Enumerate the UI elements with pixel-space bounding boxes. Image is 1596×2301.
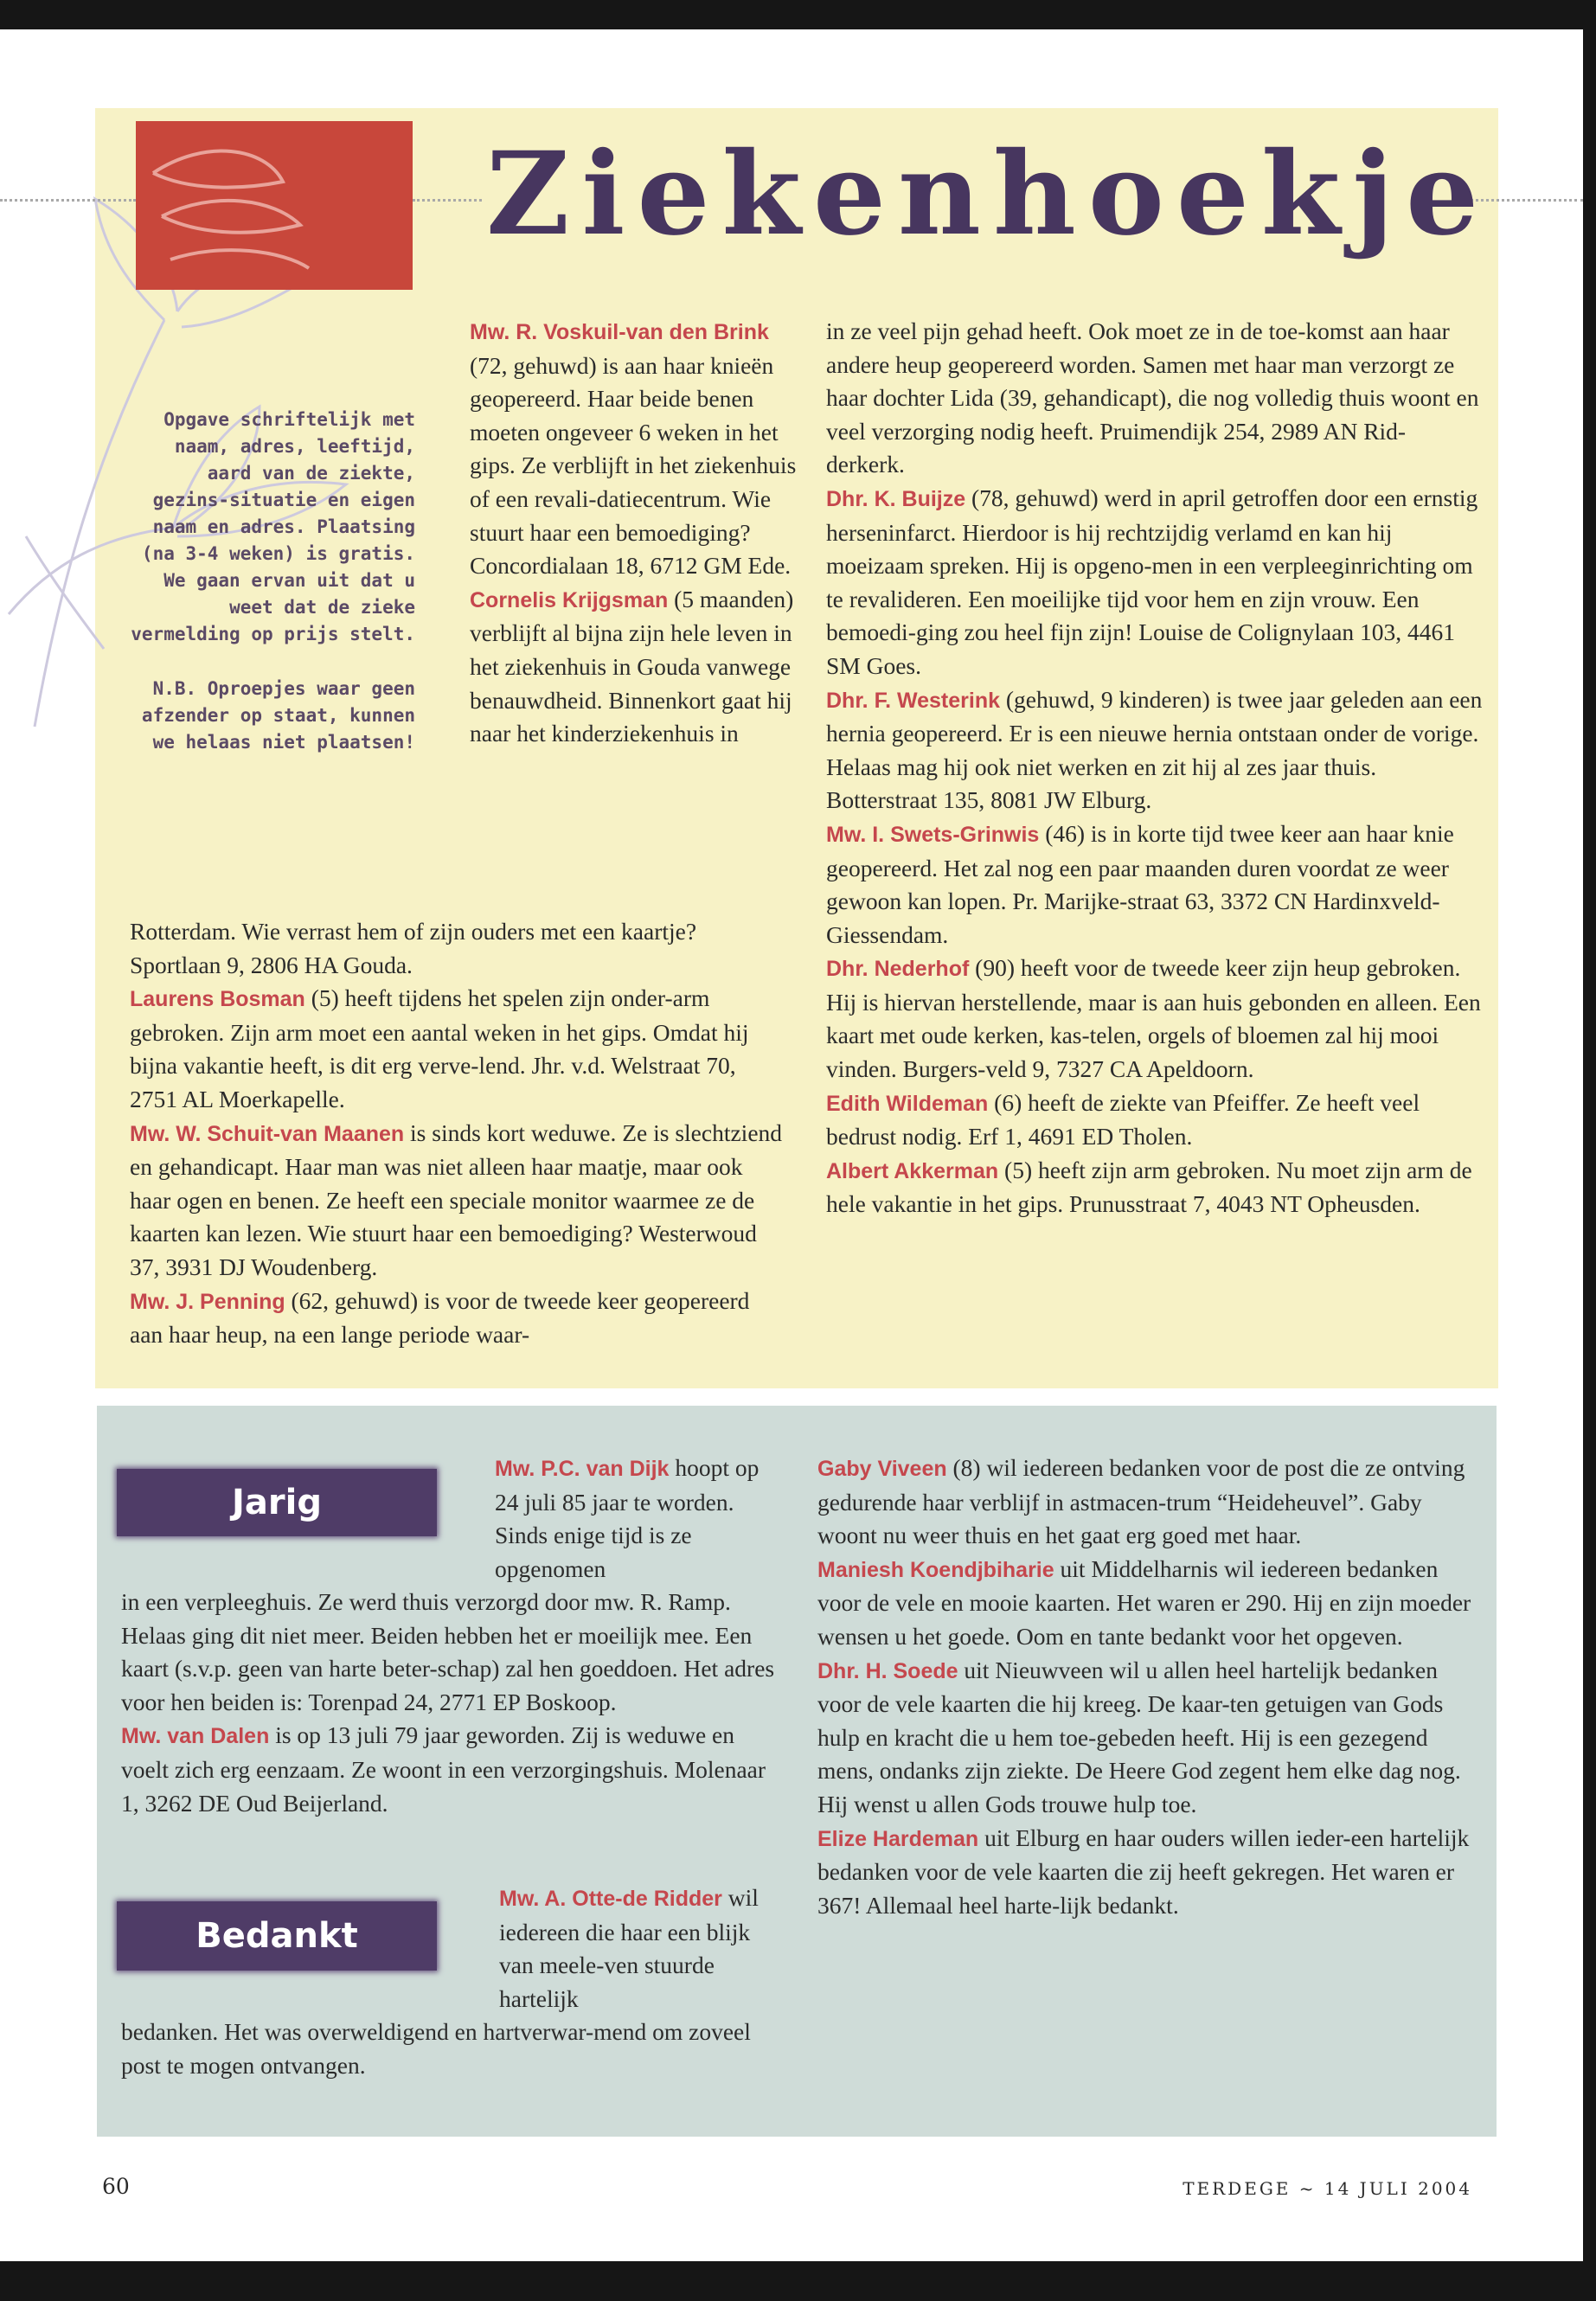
- sick-entry: Mw. R. Voskuil-van den Brink (72, gehuwd) is aan haar knieën geopereerd. Haar beide benen moeten ongeveer 6 weken in het gips. Ze verblijft in het ziekenhuis of een revali-datiecentrum. Wie stuurt haar een bemoediging? Concordialaan 18, 6712 GM Ede.: [470, 320, 797, 580]
- person-name: Mw. P.C. van Dijk: [495, 1457, 670, 1481]
- person-name: Dhr. F. Westerink: [826, 688, 1000, 713]
- publication-line: TERDEGE ~ 14 JULI 2004: [1183, 2178, 1472, 2199]
- scan-border-bottom: [0, 2261, 1596, 2301]
- person-name: Mw. van Dalen: [121, 1724, 270, 1749]
- birthday-column-bottom: [121, 1586, 787, 1820]
- submission-instructions: [121, 407, 415, 784]
- sick-column-1-top: [470, 315, 797, 751]
- thanks-entry: Maniesh Koendjbiharie uit Middelharnis wil iedereen bedanken voor de vele en mooie kaarten. Het waren er 290. Hij en zijn moeder wensen u het goede. Oom en tante bedankt voor het opgeven.: [817, 1554, 1471, 1650]
- thanks-entry: Mw. A. Otte-de Ridder wil iedereen die haar een blijk van meele-ven stuurde hartelijk: [499, 1884, 759, 2012]
- sick-entry: Dhr. Nederhof (90) heeft voor de tweede keer zijn heup gebroken. Hij is hiervan herstellende, maar is aan huis gebonden en alleen. Een kaart met oude kerken, kas-telen, orgels of bloemen zal hij mooi vinden. Burgers-veld 9, 7327 CA Apeldoorn.: [826, 954, 1481, 1083]
- thanks-column-bottom: [121, 2016, 787, 2082]
- title-dotted-rule-left: [0, 199, 136, 202]
- person-name: Gaby Viveen: [817, 1457, 947, 1481]
- sick-column-2: [826, 315, 1484, 1221]
- person-name: Albert Akkerman: [826, 1158, 999, 1183]
- sick-entry: Cornelis Krijgsman (5 maanden) verblijft al bijna zijn hele leven in het ziekenhuis in Gouda vanwege benauwdheid. Binnenkort gaat hij naar het kinderziekenhuis in: [470, 585, 794, 747]
- person-name: Mw. R. Voskuil-van den Brink: [470, 320, 769, 344]
- person-name: Elize Hardeman: [817, 1826, 979, 1851]
- sick-column-1-bottom: [130, 915, 787, 1352]
- thanks-entry-continuation: bedanken. Het was overweldigend en hartverwar-mend om zoveel post te mogen ontvangen.: [121, 2018, 751, 2079]
- birthday-heading: Jarig: [117, 1469, 437, 1536]
- person-name: Mw. W. Schuit-van Maanen: [130, 1121, 405, 1146]
- person-name: Dhr. H. Soede: [817, 1658, 958, 1683]
- note-text: N.B. Oproepjes waar geen afzender op staat, kunnen we helaas niet plaatsen!: [141, 678, 415, 753]
- instructions-text: Opgave schriftelijk met naam, adres, leeftijd, aard van de ziekte, gezins-situatie en eigen naam en adres. Plaatsing (na 3-4 weken) is gratis. We gaan ervan uit dat u weet dat de zieke vermelding op prijs stelt.: [131, 409, 415, 644]
- sick-entry: Mw. J. Penning (62, gehuwd) is voor de tweede keer geopereerd aan haar heup, na een lange periode waar-: [130, 1286, 750, 1349]
- person-name: Mw. A. Otte-de Ridder: [499, 1887, 722, 1911]
- thanks-column-top: [499, 1881, 785, 2016]
- sick-entry: Mw. I. Swets-Grinwis (46) is in korte tijd twee keer aan haar knie geopereerd. Het zal nog een paar maanden duren voordat ze weer gewoon kan lopen. Pr. Marijke-straat 63, 3372 CN Hardinxveld-Giessendam.: [826, 819, 1454, 948]
- sick-entry: Dhr. K. Buijze (78, gehuwd) werd in april getroffen door een ernstig herseninfarct. Hierdoor is hij rechtzijdig verlamd en kan hij moeizaam spreken. Hij is opgeno-men in een verpleeginrichting om te revalideren. Een moeilijke tijd voor hem en zijn vrouw. Een bemoedi-ging zou heel fijn zijn! Louise de Colignylaan 103, 4461 SM Goes.: [826, 484, 1478, 679]
- sick-entry: Mw. W. Schuit-van Maanen is sinds kort weduwe. Ze is slechtziend en gehandicapt. Haar man was niet alleen haar maatje, maar ook haar ogen en benen. Ze heeft een speciale monitor waarmee ze de kaarten kan lezen. Wie stuurt haar een bemoediging? Westerwoud 37, 3931 DJ Woudenberg.: [130, 1118, 783, 1280]
- thanks-entry: Dhr. H. Soede uit Nieuwveen wil u allen heel hartelijk bedanken voor de vele kaarten die hij kreeg. De kaar-ten getuigen van Gods hulp en kracht die u hem toe-gebeden heeft. Hij is een gezegend mens, ondanks zijn ziekte. De Heere God zegent hem elke dag nog. Hij wenst u allen Gods trouwe hulp toe.: [817, 1656, 1461, 1817]
- page-number: 60: [102, 2174, 130, 2199]
- header-emblem: [136, 121, 413, 290]
- sick-entry-continuation: in ze veel pijn gehad heeft. Ook moet ze in de toe-komst aan haar andere heup geopereerd worden. Samen met haar man verzorgt ze haar dochter Lida (39, gehandicapt), die nog volledig thuis woont en veel verzorging nodig heeft. Pruimendijk 254, 2989 AN Rid-derkerk.: [826, 317, 1479, 478]
- sick-entry: Laurens Bosman (5) heeft tijdens het spelen zijn onder-arm gebroken. Zijn arm moet een aantal weken in het gips. Omdat hij bijna vakantie heeft, is dit erg verve-lend. Jhr. v.d. Welstraat 70, 2751 AL Moerkapelle.: [130, 984, 749, 1112]
- title-dotted-rule-middle: [413, 199, 482, 202]
- birthday-entry: Mw. van Dalen is op 13 juli 79 jaar geworden. Zij is weduwe en voelt zich erg eenzaam. Ze woont in een verzorgingshuis. Molenaar 1, 3262 DE Oud Beijerland.: [121, 1721, 766, 1817]
- person-name: Dhr. Nederhof: [826, 957, 970, 982]
- page-title: Ziekenhoekje: [486, 127, 1491, 261]
- sick-entry: Edith Wildeman (6) heeft de ziekte van Pfeiffer. Ze heeft veel bedrust nodig. Erf 1, 4691 ED Tholen.: [826, 1088, 1420, 1150]
- birthday-entry: Mw. P.C. van Dijk hoopt op 24 juli 85 jaar te worden. Sinds enige tijd is ze opgenomen: [495, 1454, 760, 1582]
- thanks-column-right: [817, 1452, 1484, 1922]
- birthday-column-top: [495, 1452, 785, 1586]
- sick-entry: Albert Akkerman (5) heeft zijn arm gebroken. Nu moet zijn arm de hele vakantie in het gips. Prunusstraat 7, 4043 NT Opheusden.: [826, 1156, 1472, 1218]
- sick-entry: Dhr. F. Westerink (gehuwd, 9 kinderen) is twee jaar geleden aan een hernia geopereerd. Er is een nieuwe hernia ontstaan onder de vorige. Helaas mag hij ook niet werken en zit hij al zes jaar thuis. Botterstraat 135, 8081 JW Elburg.: [826, 685, 1483, 814]
- person-name: Mw. I. Swets-Grinwis: [826, 822, 1040, 847]
- scan-border-right: [1583, 0, 1596, 2301]
- person-name: Cornelis Krijgsman: [470, 587, 669, 612]
- thanks-entry: Gaby Viveen (8) wil iedereen bedanken voor de post die ze ontving gedurende haar verblijf in astmacen-trum “Heideheuvel”. Gaby woont nu weer thuis en het gaat erg goed met haar.: [817, 1454, 1465, 1549]
- thanks-entry: Elize Hardeman uit Elburg en haar ouders willen ieder-een hartelijk bedanken voor de vele kaarten die zij heeft gekregen. Het waren er 367! Allemaal heel harte-lijk bedankt.: [817, 1823, 1470, 1919]
- thanks-heading: Bedankt: [117, 1901, 437, 1971]
- person-name: Maniesh Koendjbiharie: [817, 1557, 1054, 1582]
- birthday-entry-continuation: in een verpleeghuis. Ze werd thuis verzorgd door mw. R. Ramp. Helaas ging dit niet meer. Beiden hebben het er moeilijk mee. Een kaart (s.v.p. geen van harte beter-schap) zal hen goeddoen. Het adres voor hen beiden is: Torenpad 24, 2771 EP Boskoop.: [121, 1588, 775, 1715]
- person-name: Edith Wildeman: [826, 1091, 989, 1116]
- person-name: Dhr. K. Buijze: [826, 486, 966, 511]
- person-name: Laurens Bosman: [130, 987, 305, 1012]
- person-name: Mw. J. Penning: [130, 1289, 285, 1314]
- scan-border-top: [0, 0, 1596, 29]
- sick-entry-continuation: Rotterdam. Wie verrast hem of zijn ouders met een kaartje? Sportlaan 9, 2806 HA Gouda.: [130, 918, 697, 978]
